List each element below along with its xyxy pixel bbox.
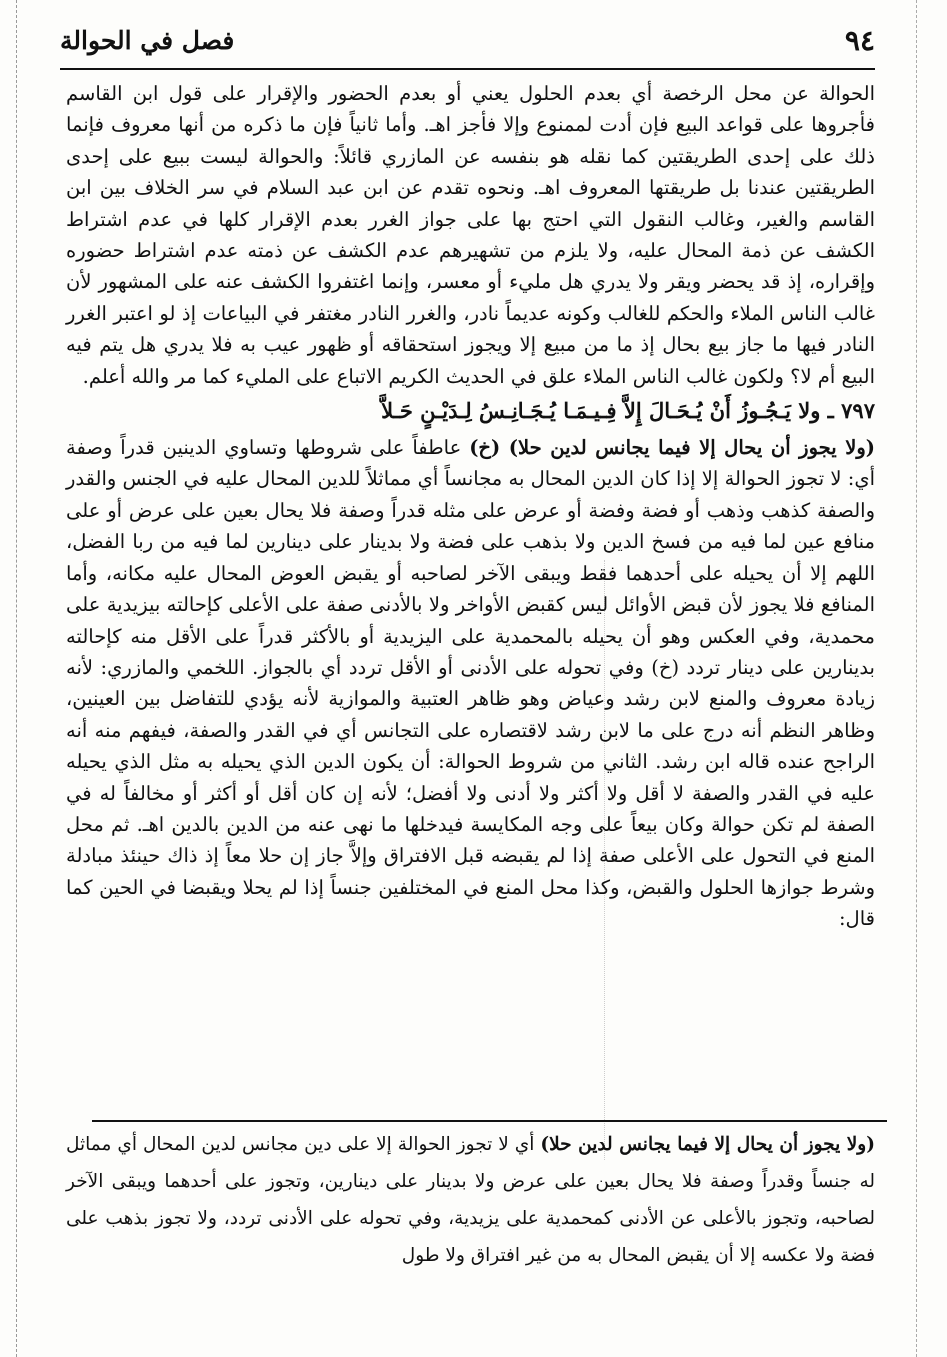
footnote-divider <box>92 1120 887 1122</box>
verse-line: ٧٩٧ ـ ولا يَـجُـوزُ أَنْ يُـحَـالَ إِلاَّ فِـيـمَـا يُـجَـانِـسُ لِـدَيْـنٍ حَـلاَّ <box>381 398 875 424</box>
commentary-paragraph: الحوالة عن محل الرخصة أي بعدم الحلول يعني أو بعدم الحضور والإقرار على قول ابن القاسم فأجروها على قواعد البيع فإن أدت لممنوع وإلا فأجز اهـ. وأما ثانياً فإن ما ذكره من أنها معروف فإنما ذلك على إحدى الطريقتين كما نقله هو بنفسه عن المازري قائلاً: والحوالة ليست ببيع على إحدى الطريقتين عندنا بل طريقتها المعروف اهـ. ونحوه تقدم عن ابن عبد السلام في سر الخلاف بين ابن القاسم والغير، وغالب النقول التي احتج بها على جواز الغرر بعدم الإقرار كلها في عدم اشتراط الكشف عن ذمة المحال عليه، ولا يلزم من تشهيرهم عدم الكشف عن ذمته عدم اشتراط حضوره وإقراره، إذ قد يحضر ويقر ولا يدري هل مليء أو معسر، وإنما اغتفروا الكشف عنه على المشهور لأن غالب الناس الملاء والحكم للغالب وكونه عديماً نادر، والغرر النادر مغتفر في البياعات إذ لو اعتبر الغرر النادر فيها ما جاز بيع بحال إذ ما من مبيع إلا ويجوز استحقاقه أو ظهور عيب به فلا يدري هل يتم فيه البيع أم لا؟ ولكون غالب الناس الملاء علق في الحديث الكريم الاتباع على المليء كما مر والله أعلم. <box>66 82 875 388</box>
footnote <box>66 1126 875 1274</box>
footnote-paragraph <box>66 1126 875 1274</box>
commentary-paragraph <box>66 432 875 935</box>
main-text <box>66 78 875 935</box>
commentary-text: عاطفاً على شروطها وتساوي الدينين قدراً وصفة أي: لا تجوز الحوالة إلا إذا كان الدين المحال به مجانساً أي مماثلاً للدين المحال عليه في الجنس والقدر والصفة كذهب وذهب أو فضة وفضة أو عرض على مثله قدراً وصفة فلا يحال بعين على عرض أو على منافع عين لما فيه من فسخ الدين ولا بذهب على فضة ولا بدينار على دينارين لما فيه من ربا الفضل، اللهم إلا أن يحيله على أحدهما فقط ويبقى الآخر لصاحبه أو يقبض العوض المحال عليه مكانه، وأما المنافع فلا يجوز لأن قبض الأوائل ليس كقبض الأواخر ولا بالأدنى صفة على الأعلى كإحالته بيزيدية على محمدية، وفي العكس وهو أن يحيله بالمحمدية على اليزيدية أو بالأكثر قدراً على الأقل منه كإحالته بدينارين على دينار تردد (خ) وفي تحوله على الأدنى أو الأقل تردد أي بالجواز. اللخمي والمازري: لأنه زيادة معروف والمنع لابن رشد وعياض وهو ظاهر العتبية والموازية لأنه يؤدي للتفاضل بين العينين، وظاهر النظم أنه درج على ما لابن رشد لاقتصاره على التجانس أي في القدر والصفة، فيفهم منه أنه الراجح عنده قاله ابن رشد. الثاني من شروط الحوالة: أن يكون الدين الذي يحيله به مثل الذي يحيله عليه في القدر والصفة لا أقل ولا أكثر ولا أدنى ولا أفضل؛ لأنه إن كان أقل أو أكثر أو مخالفاً له في الصفة لم تكن حوالة وكان بيعاً على وجه المكايسة فيدخلها ما نهى عنه من الدين بالدين اهـ. ثم محل المنع في التحول على الأعلى صفة إذا لم يقبضه قبل الافتراق وإلاَّ جاز إن حلا معاً إذ ذاك حينئذ مبادلة وشرط جوازها الحلول والقبض، وكذا محل المنع في المختلفين جنساً إذا لم يحلا ويقبضا في الحين كما قال: <box>66 436 875 931</box>
page-fold-line <box>916 0 917 1357</box>
page-header <box>60 22 875 70</box>
page-fold-line <box>16 0 17 1357</box>
running-title: فصل في الحوالة <box>60 26 235 55</box>
quoted-verse: (ولا يجوز أن يحال إلا فيما يجانس لدين حلا) (خ) <box>469 436 876 460</box>
page-number: ٩٤ <box>844 24 875 57</box>
footnote-text: أي لا تجوز الحوالة إلا على دين مجانس لدين المحال أي مماثل له جنساً وقدراً وصفة فلا يحال بعين على عرض ولا بدينار على دينارين، وتجوز على أحدهما ويبقى الآخر لصاحبه، وتجوز بالأعلى عن الأدنى كمحمدية على يزيدية، وفي تحوله على الأدنى تردد، ولا تجوز بذهب على فضة ولا عكسه إلا أن يقبض المحال به من غير افتراق ولا طول <box>66 1134 875 1266</box>
quoted-verse: (ولا يجوز أن يحال إلا فيما يجانس لدين حلا) <box>540 1134 875 1155</box>
